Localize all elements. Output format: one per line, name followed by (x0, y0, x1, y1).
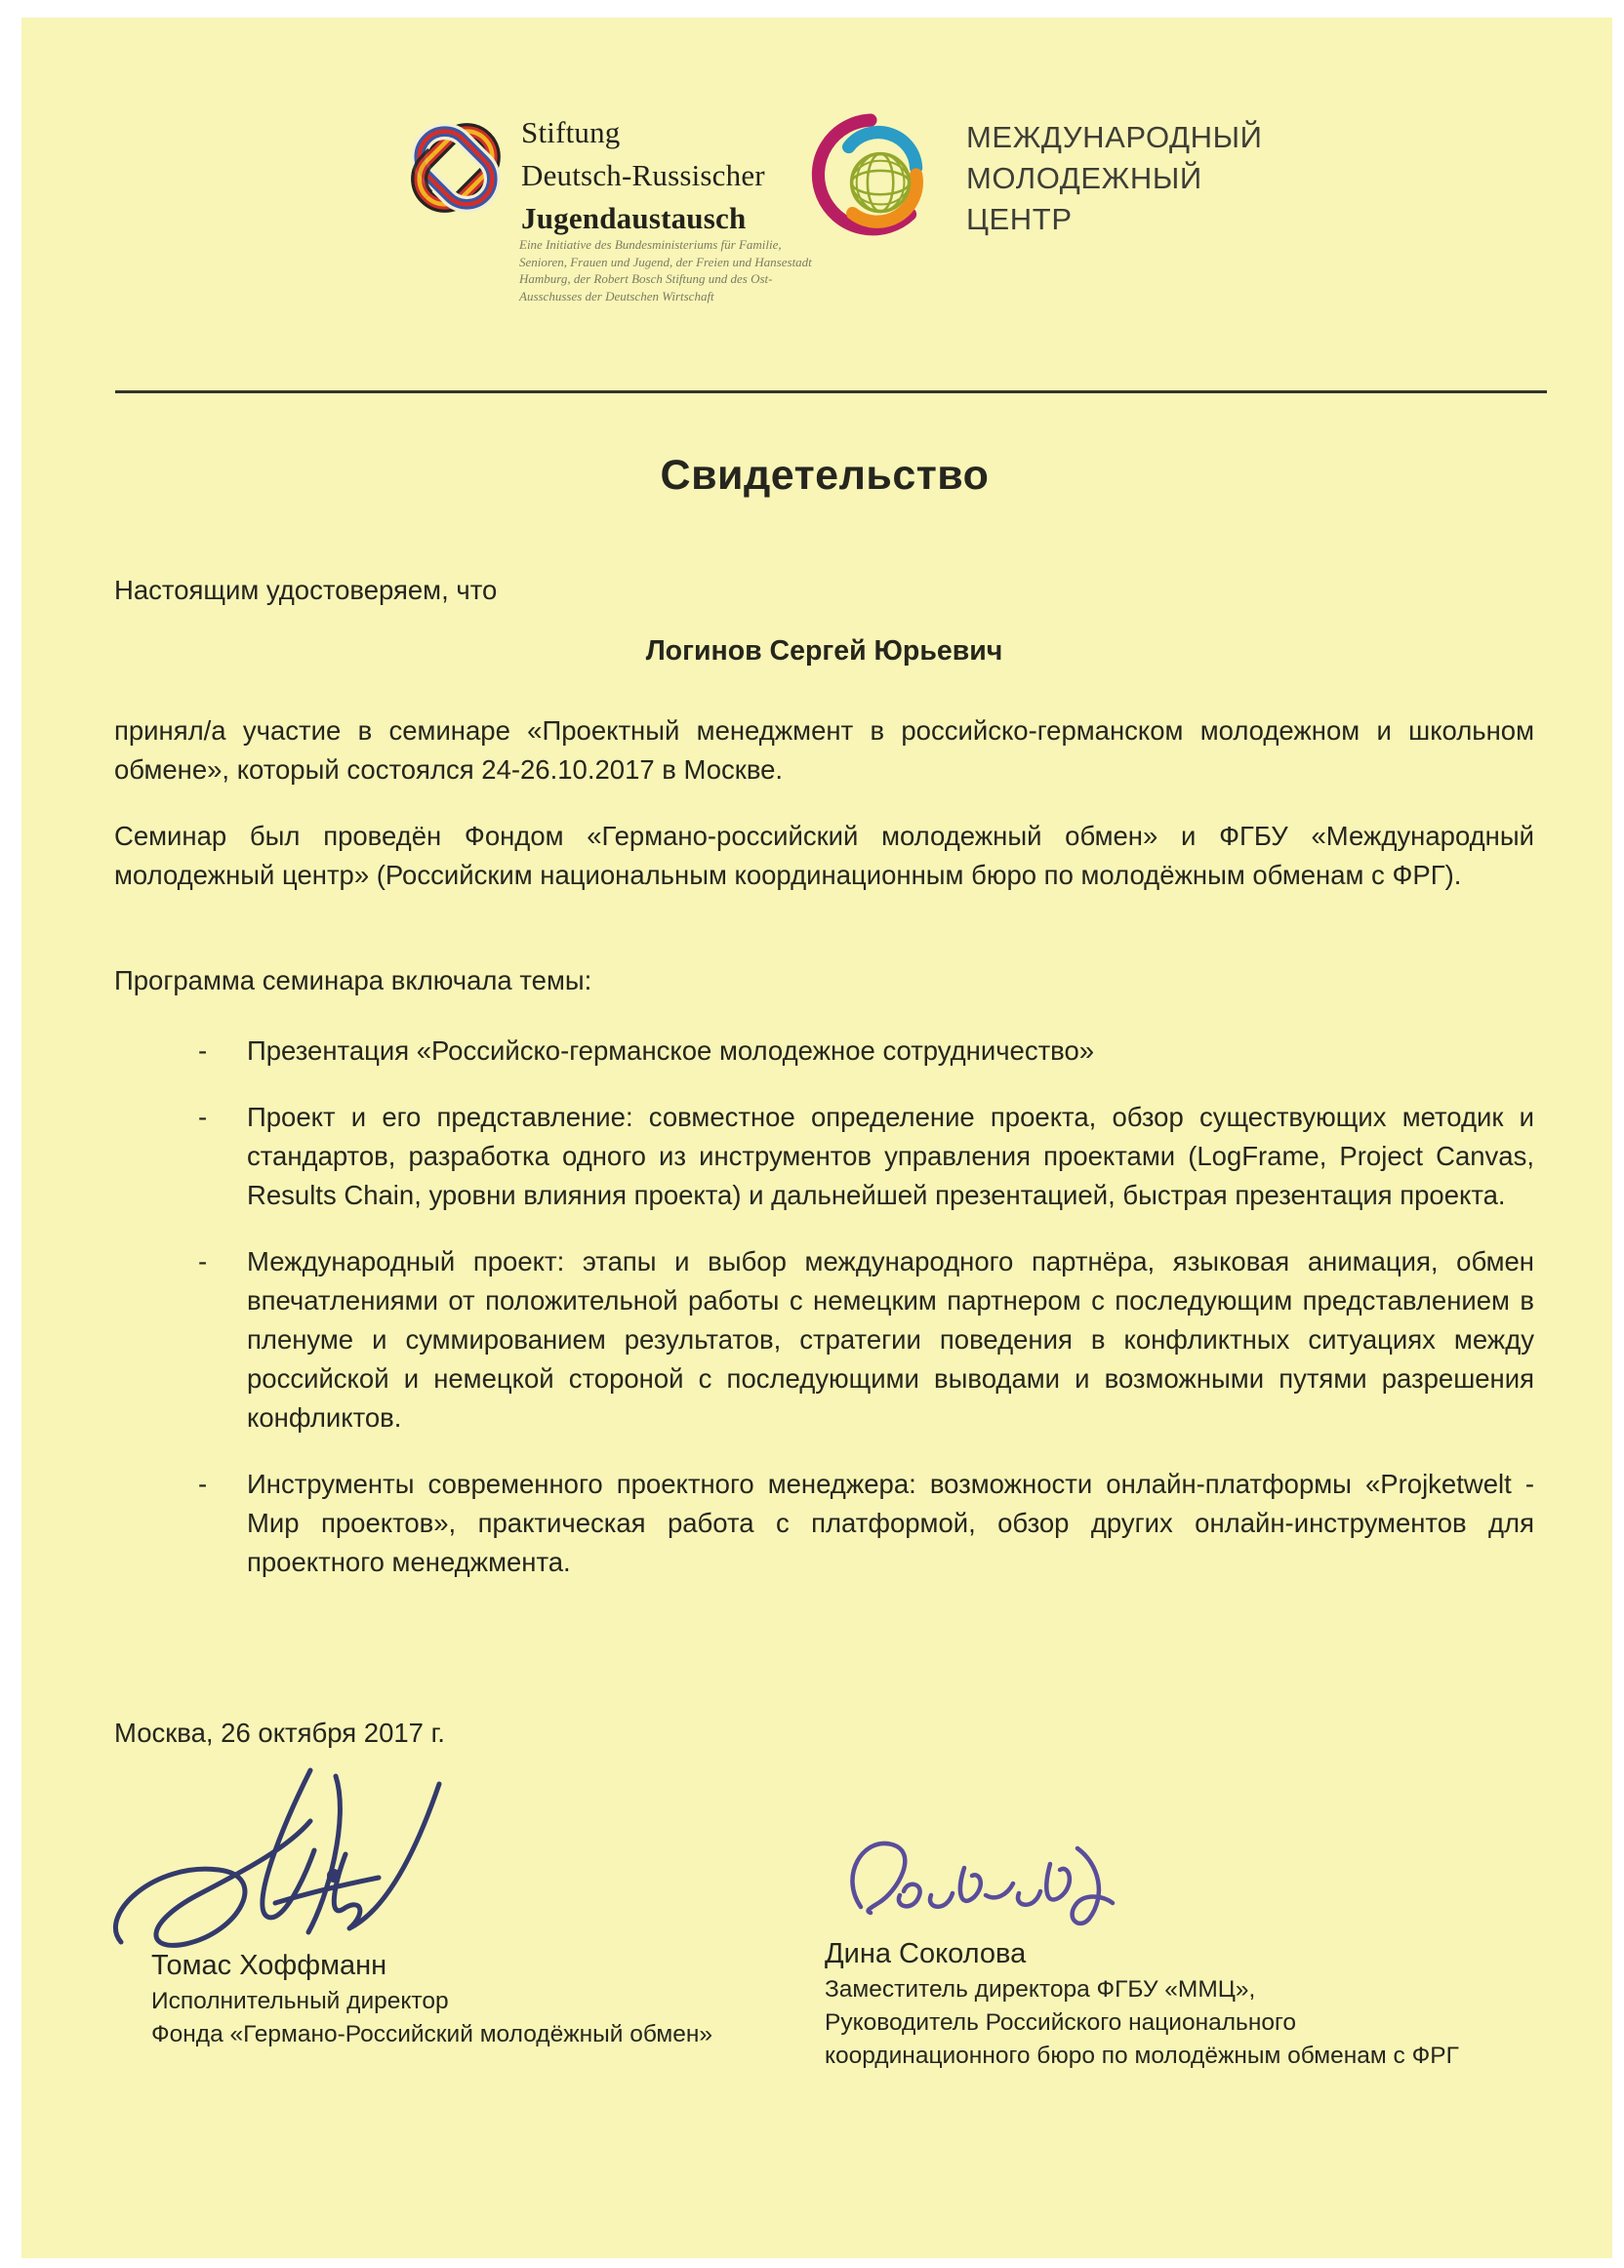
right-signer-role3: координационного бюро по молодёжным обменам с ФРГ (825, 2043, 1459, 2069)
list-marker: - (198, 1035, 208, 1066)
mmc-line3: ЦЕНТР (966, 202, 1073, 236)
page-title: Свидетельство (660, 452, 990, 499)
list-item-text: Проект и его представление: совместное определение проекта, обзор существующих методик и стандартов, разработка одного из инструментов управления проектами (LogFrame, Project Canvas, Results Chain, уровни влияния проекта) и дальнейшей презентацией, быстрая презентация проекта. (247, 1102, 1534, 1210)
list-item (114, 1032, 1534, 1071)
signature-dina-sokolova (837, 1825, 1145, 1940)
stiftung-logo-text (521, 111, 765, 240)
participant-name: Логинов Сергей Юрьевич (645, 635, 1003, 667)
stiftung-line3: Jugendaustausch (521, 201, 747, 235)
certificate-page (21, 18, 1612, 2258)
participation-paragraph: принял/а участие в семинаре «Проектный менеджмент в российско-германском молодежном и школьном обмене», который состоялся 24-26.10.2017 в Москве. (114, 715, 1534, 785)
german-russian-knot-icon (390, 108, 521, 231)
header-divider (115, 390, 1547, 393)
list-item (114, 1098, 1534, 1215)
list-marker: - (198, 1102, 208, 1132)
intro-line: Настоящим удостоверяем, что (114, 575, 498, 605)
stiftung-line1: Stiftung (521, 115, 621, 149)
list-item (114, 1465, 1534, 1582)
list-marker: - (198, 1469, 208, 1499)
right-signer-role1: Заместитель директора ФГБУ «ММЦ», (825, 1976, 1256, 2003)
program-intro-line: Программа семинара включала темы: (114, 965, 592, 995)
left-signature-block (151, 1946, 712, 2051)
right-signer-role2: Руководитель Российского национального (825, 2009, 1297, 2036)
stiftung-initiative-subtext: Eine Initiative des Bundesministeriums für Familie, Senioren, Frauen und Jugend, der Freien und Hansestadt Hamburg, der Robert Bosch Stiftung und des Ost-Ausschusses der Deutschen Wirtschaft (519, 237, 812, 304)
list-item (114, 1242, 1534, 1438)
mmc-globe-icon (811, 112, 940, 241)
signature-thomas-hoffmann (103, 1761, 476, 1964)
right-signer-name: Дина Соколова (825, 1938, 1027, 1969)
right-signature-block (825, 1934, 1459, 2073)
organizers-paragraph: Семинар был проведён Фондом «Германо-российский молодежный обмен» и ФГБУ «Международный молодежный центр» (Российским национальным координационным бюро по молодёжным обменам с ФРГ). (114, 821, 1534, 890)
list-marker: - (198, 1246, 208, 1276)
mmc-logo-text (966, 117, 1263, 240)
stiftung-line2: Deutsch-Russischer (521, 158, 765, 192)
mmc-line2: МОЛОДЕЖНЫЙ (966, 161, 1202, 195)
left-signer-role2: Фонда «Германо-Российский молодёжный обмен» (151, 2021, 712, 2047)
program-topics-list (114, 1032, 1534, 1609)
left-signer-name: Томас Хоффманн (151, 1950, 387, 1981)
mmc-line1: МЕЖДУНАРОДНЫЙ (966, 120, 1263, 154)
list-item-text: Международный проект: этапы и выбор международного партнёра, языковая анимация, обмен впечатлениями от положительной работы с немецким партнером с последующим представлением в пленуме и суммированием результатов, стратегии поведения в конфликтных ситуациях между российской и немецкой стороной с последующими выводами и возможными путями разрешения конфликтов. (247, 1246, 1534, 1433)
place-date-line: Москва, 26 октября 2017 г. (114, 1718, 445, 1748)
list-item-text: Инструменты современного проектного менеджера: возможности онлайн-платформы «Projketwelt - Мир проектов», практическая работа с платформой, обзор других онлайн-инструментов для проектного менеджмента. (247, 1469, 1534, 1577)
left-signer-role1: Исполнительный директор (151, 1988, 449, 2014)
list-item-text: Презентация «Российско-германское молодежное сотрудничество» (247, 1035, 1095, 1066)
